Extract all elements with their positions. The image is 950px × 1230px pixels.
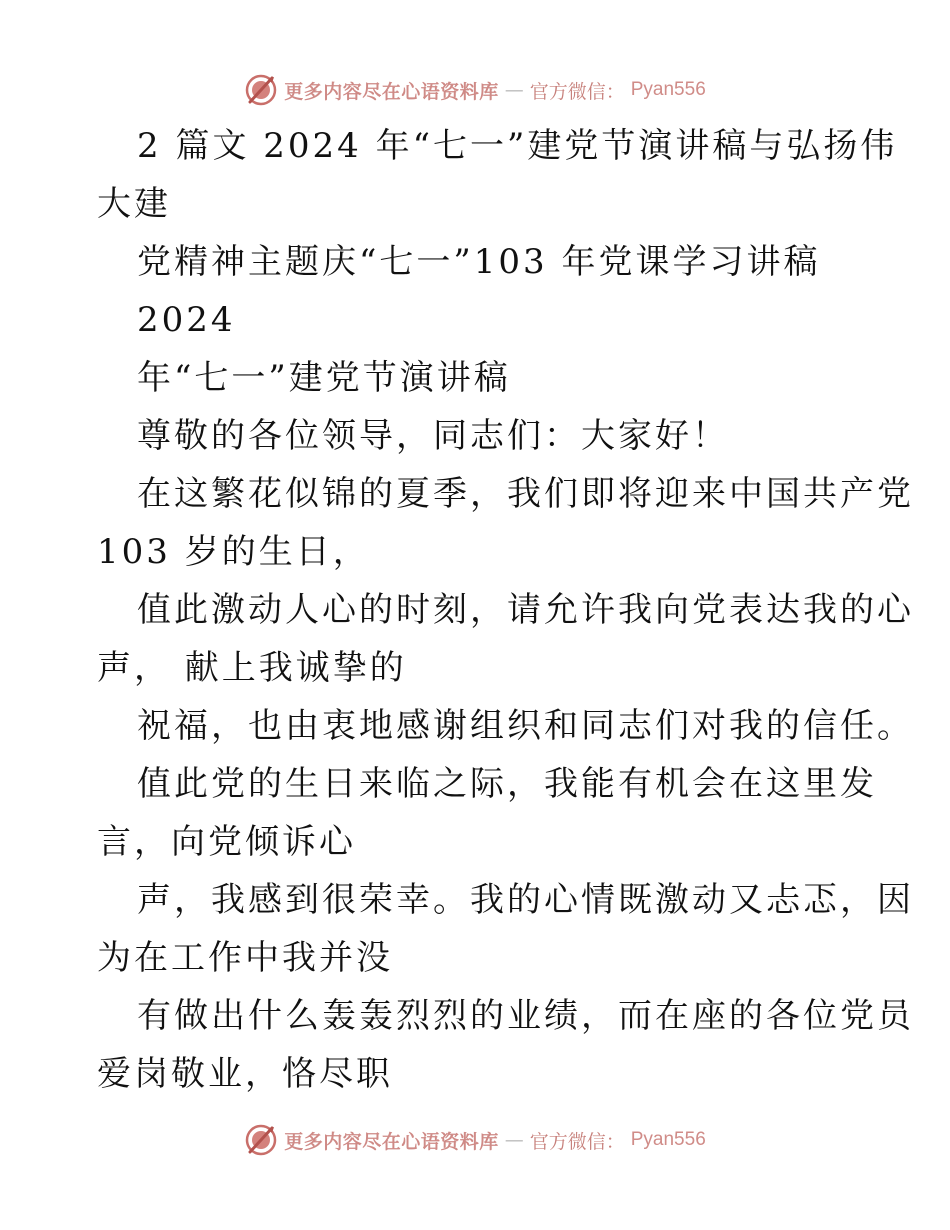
paragraph-line: 值此党的生日来临之际，我能有机会在这里发 — [137, 764, 877, 804]
red-quill-seal-icon — [244, 73, 278, 107]
paragraph-line: 祝福，也由衷地感谢组织和同志们对我的信任。 — [137, 706, 914, 746]
watermark-wechat-id: Pyan556 — [630, 79, 706, 100]
paragraph-line: 在这繁花似锦的夏季，我们即将迎来中国共产党 — [137, 474, 914, 514]
watermark-wechat-id: Pyan556 — [630, 1129, 706, 1150]
header-watermark — [0, 70, 950, 110]
paragraph-line: 2 篇文 2024 年“七一”建党节演讲稿与弘扬伟 — [137, 126, 898, 166]
paragraph-line: 言，向党倾诉心 — [97, 822, 356, 862]
footer-watermark — [0, 1120, 950, 1160]
paragraph-line: 103 岁的生日， — [97, 532, 370, 572]
paragraph-line: 爱岗敬业，恪尽职 — [97, 1054, 393, 1094]
paragraph-line: 2024 — [137, 300, 236, 340]
paragraph-line: 尊敬的各位领导，同志们：大家好！ — [137, 416, 729, 456]
watermark-separator: — — [504, 1129, 524, 1151]
paragraph-line: 年“七一”建党节演讲稿 — [137, 358, 511, 398]
paragraph-line: 大建 — [97, 184, 171, 224]
watermark-official-label: 官方微信： — [529, 80, 625, 103]
paragraph-line: 有做出什么轰轰烈烈的业绩，而在座的各位党员 — [137, 996, 914, 1036]
paragraph-line: 声， 献上我诚挚的 — [97, 648, 407, 688]
red-quill-seal-icon — [244, 1123, 278, 1157]
watermark-brand: 更多内容尽在心语资料库 — [284, 80, 499, 103]
paragraph-line: 声，我感到很荣幸。我的心情既激动又忐忑，因 — [137, 880, 914, 920]
paragraph-line: 党精神主题庆“七一”103 年党课学习讲稿 — [137, 242, 821, 282]
watermark-separator: — — [504, 79, 524, 101]
paragraph-line: 值此激动人心的时刻，请允许我向党表达我的心 — [137, 590, 914, 630]
watermark-brand: 更多内容尽在心语资料库 — [284, 1130, 499, 1153]
watermark-official-label: 官方微信： — [529, 1130, 625, 1153]
paragraph-line: 为在工作中我并没 — [97, 938, 393, 978]
